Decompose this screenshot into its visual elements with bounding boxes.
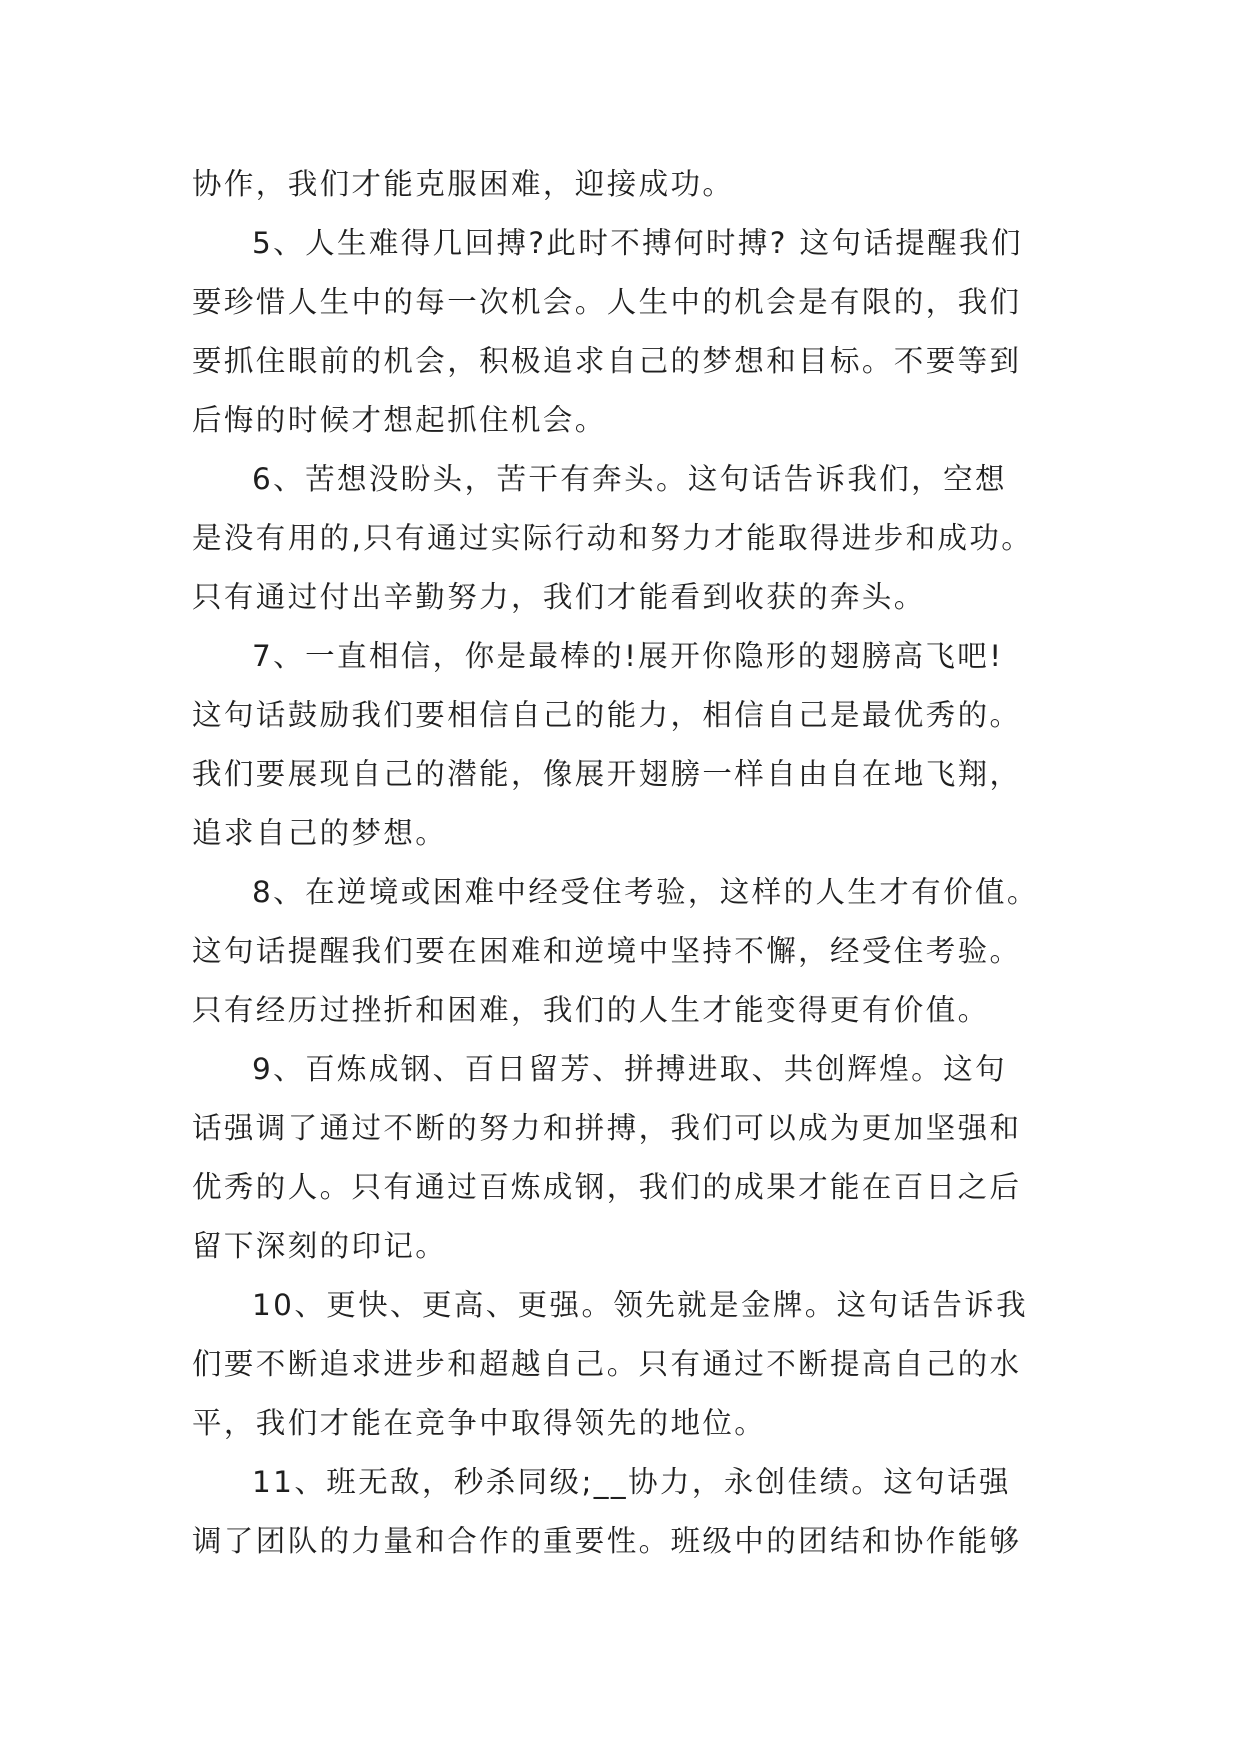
text-line: 追求自己的梦想。	[192, 816, 448, 850]
text-line: 这句话鼓励我们要相信自己的能力，相信自己是最优秀的。	[192, 698, 1022, 732]
text-line: 留下深刻的印记。	[192, 1229, 448, 1263]
text-line: 5、人生难得几回搏?此时不搏何时搏? 这句话提醒我们	[252, 226, 1023, 260]
text-line: 只有通过付出辛勤努力，我们才能看到收获的奔头。	[192, 580, 926, 614]
text-line: 平，我们才能在竞争中取得领先的地位。	[192, 1406, 767, 1440]
text-line: 是没有用的,只有通过实际行动和努力才能取得进步和成功。	[192, 521, 1034, 555]
text-line: 优秀的人。只有通过百炼成钢，我们的成果才能在百日之后	[192, 1170, 1022, 1204]
text-line: 后悔的时候才想起抓住机会。	[192, 403, 607, 437]
text-line: 我们要展现自己的潜能，像展开翅膀一样自由自在地飞翔，	[192, 757, 1022, 791]
text-line: 8、在逆境或困难中经受住考验，这样的人生才有价值。	[252, 875, 1039, 909]
text-line: 调了团队的力量和合作的重要性。班级中的团结和协作能够	[192, 1524, 1022, 1558]
text-line: 要抓住眼前的机会，积极追求自己的梦想和目标。不要等到	[192, 344, 1022, 378]
text-line: 9、百炼成钢、百日留芳、拼搏进取、共创辉煌。这句	[252, 1052, 1007, 1086]
text-line: 11、班无敌，秒杀同级;__协力，永创佳绩。这句话强	[252, 1465, 1011, 1499]
text-line: 这句话提醒我们要在困难和逆境中坚持不懈，经受住考验。	[192, 934, 1022, 968]
text-line: 协作，我们才能克服困难，迎接成功。	[192, 167, 735, 201]
text-line: 6、苦想没盼头，苦干有奔头。这句话告诉我们，空想	[252, 462, 1007, 496]
text-line: 只有经历过挫折和困难，我们的人生才能变得更有价值。	[192, 993, 990, 1027]
text-line: 7、一直相信，你是最棒的!展开你隐形的翅膀高飞吧!	[252, 639, 1004, 673]
text-line: 们要不断追求进步和超越自己。只有通过不断提高自己的水	[192, 1347, 1022, 1381]
document-body	[192, 155, 1052, 1571]
text-line: 10、更快、更高、更强。领先就是金牌。这句话告诉我	[252, 1288, 1029, 1322]
text-line: 要珍惜人生中的每一次机会。人生中的机会是有限的，我们	[192, 285, 1022, 319]
text-line: 话强调了通过不断的努力和拼搏，我们可以成为更加坚强和	[192, 1111, 1022, 1145]
